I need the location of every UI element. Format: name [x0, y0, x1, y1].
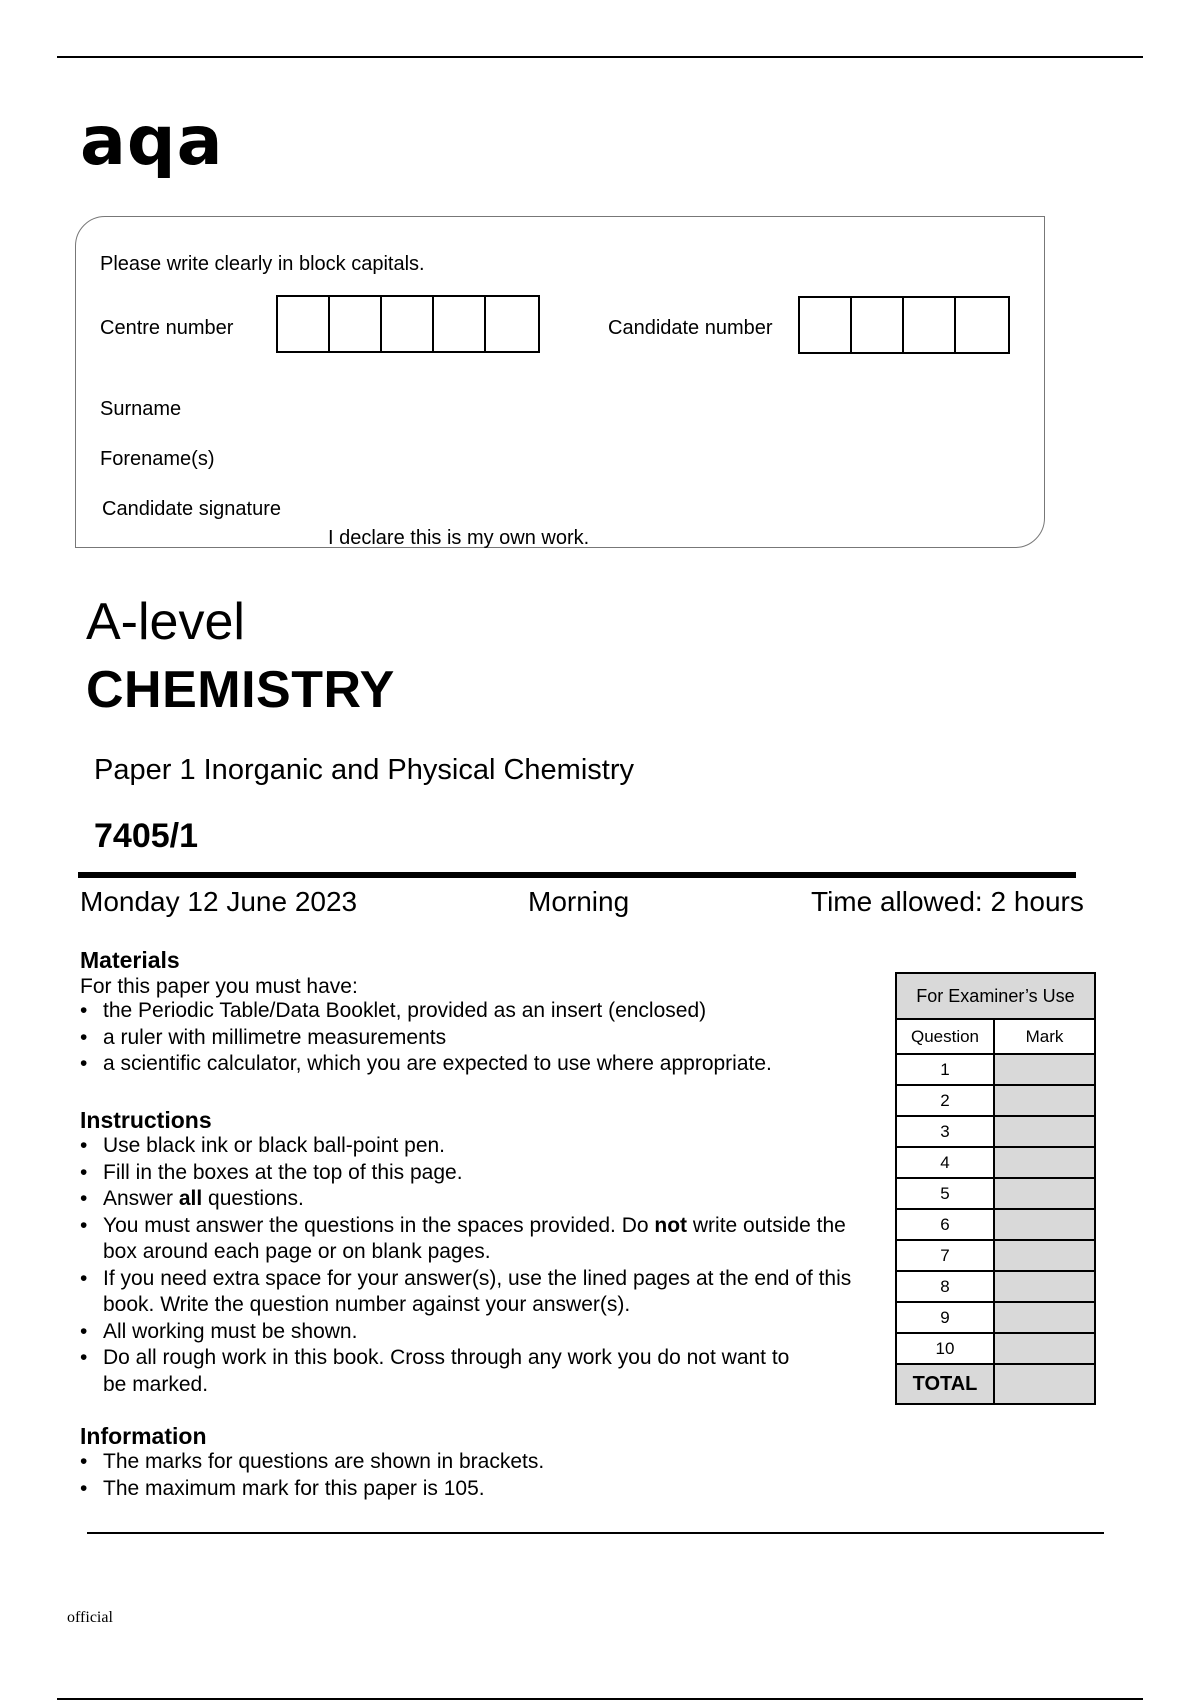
qualification-level: A-level	[86, 593, 245, 651]
information-heading: Information	[80, 1423, 207, 1449]
surname-label: Surname	[100, 398, 182, 420]
list-item: • If you need extra space for your answer(s), use the lined pages at the end of this book. Write the question number against your answer(s).	[80, 1266, 870, 1319]
centre-digit-box[interactable]	[434, 297, 486, 351]
centre-digit-box[interactable]	[330, 297, 382, 351]
candidate-digit-box[interactable]	[852, 298, 904, 352]
table-row	[896, 1240, 1095, 1271]
centre-digit-box[interactable]	[486, 297, 538, 351]
exam-session: Morning	[528, 886, 630, 917]
signature-label: Candidate signature	[102, 498, 282, 520]
time-allowed: Time allowed: 2 hours	[811, 886, 1084, 917]
mark-cell	[994, 1333, 1095, 1364]
block-capitals-instruction: Please write clearly in block capitals.	[100, 253, 425, 275]
centre-number-boxes[interactable]	[276, 295, 540, 353]
candidate-digit-box[interactable]	[904, 298, 956, 352]
question-number: 1	[896, 1054, 994, 1085]
candidate-digit-box[interactable]	[800, 298, 852, 352]
total-label: TOTAL	[896, 1364, 994, 1404]
table-row	[896, 1302, 1095, 1333]
emphasis-text: all	[178, 1187, 203, 1210]
official-footer-note: official	[67, 1609, 113, 1626]
bottom-divider	[87, 1532, 1104, 1534]
paper-title: Paper 1 Inorganic and Physical Chemistry	[94, 754, 634, 786]
top-rule	[57, 56, 1143, 58]
mark-cell	[994, 1085, 1095, 1116]
instructions-list	[80, 1133, 870, 1398]
candidate-digit-box[interactable]	[956, 298, 1008, 352]
table-row	[896, 1147, 1095, 1178]
table-row	[896, 1209, 1095, 1240]
total-row	[896, 1364, 1095, 1404]
total-mark-cell	[994, 1364, 1095, 1404]
mark-cell	[994, 1240, 1095, 1271]
centre-digit-box[interactable]	[382, 297, 434, 351]
list-item: • Fill in the boxes at the top of this page.	[80, 1160, 870, 1187]
mark-cell	[994, 1147, 1095, 1178]
examiner-table-title: For Examiner’s Use	[896, 973, 1095, 1019]
question-number: 10	[896, 1333, 994, 1364]
question-number: 3	[896, 1116, 994, 1147]
question-number: 8	[896, 1271, 994, 1302]
table-row	[896, 1271, 1095, 1302]
forenames-label: Forename(s)	[100, 448, 215, 470]
mark-cell	[994, 1054, 1095, 1085]
centre-digit-box[interactable]	[278, 297, 330, 351]
question-number: 9	[896, 1302, 994, 1333]
question-number: 7	[896, 1240, 994, 1271]
materials-list	[80, 998, 880, 1078]
table-row	[896, 1054, 1095, 1085]
materials-heading: Materials	[80, 947, 180, 973]
exam-date: Monday 12 June 2023	[80, 886, 358, 917]
question-number: 4	[896, 1147, 994, 1178]
aqa-logo: aqa	[80, 102, 224, 181]
mark-cell	[994, 1116, 1095, 1147]
subject-title: CHEMISTRY	[86, 661, 395, 719]
paper-code: 7405/1	[94, 817, 198, 855]
centre-number-label: Centre number	[100, 317, 234, 339]
materials-intro: For this paper you must have:	[80, 975, 358, 998]
mark-cell	[994, 1209, 1095, 1240]
question-column-header: Question	[896, 1019, 994, 1054]
mark-cell	[994, 1271, 1095, 1302]
list-item: • The maximum mark for this paper is 105.	[80, 1476, 880, 1503]
table-row	[896, 1333, 1095, 1364]
table-row	[896, 1178, 1095, 1209]
title-divider	[78, 872, 1076, 878]
table-row	[896, 1116, 1095, 1147]
list-item: • a ruler with millimetre measurements	[80, 1025, 880, 1052]
instructions-heading: Instructions	[80, 1107, 212, 1133]
question-number: 2	[896, 1085, 994, 1116]
emphasis-text: not	[654, 1213, 688, 1237]
examiner-use-table	[895, 972, 1096, 1405]
mark-column-header: Mark	[994, 1019, 1095, 1054]
information-list	[80, 1449, 880, 1502]
list-item: • Answer all questions.	[80, 1186, 870, 1213]
list-item: • The marks for questions are shown in brackets.	[80, 1449, 880, 1476]
declaration-text: I declare this is my own work.	[328, 527, 590, 549]
list-item: • the Periodic Table/Data Booklet, provided as an insert (enclosed)	[80, 998, 880, 1025]
list-item: • Do all rough work in this book. Cross through any work you do not want to be marked.	[80, 1345, 793, 1398]
list-item: • All working must be shown.	[80, 1319, 870, 1346]
candidate-number-label: Candidate number	[608, 317, 773, 339]
mark-cell	[994, 1302, 1095, 1333]
list-item: • a scientific calculator, which you are expected to use where appropriate.	[80, 1051, 880, 1078]
question-number: 6	[896, 1209, 994, 1240]
question-number: 5	[896, 1178, 994, 1209]
list-item: • You must answer the questions in the spaces provided. Do not write outside the box around each page or on blank pages.	[80, 1213, 870, 1266]
mark-cell	[994, 1178, 1095, 1209]
candidate-number-boxes[interactable]	[798, 296, 1010, 354]
table-row	[896, 1085, 1095, 1116]
list-item: • Use black ink or black ball-point pen.	[80, 1133, 870, 1160]
candidate-details-box	[75, 216, 1045, 548]
